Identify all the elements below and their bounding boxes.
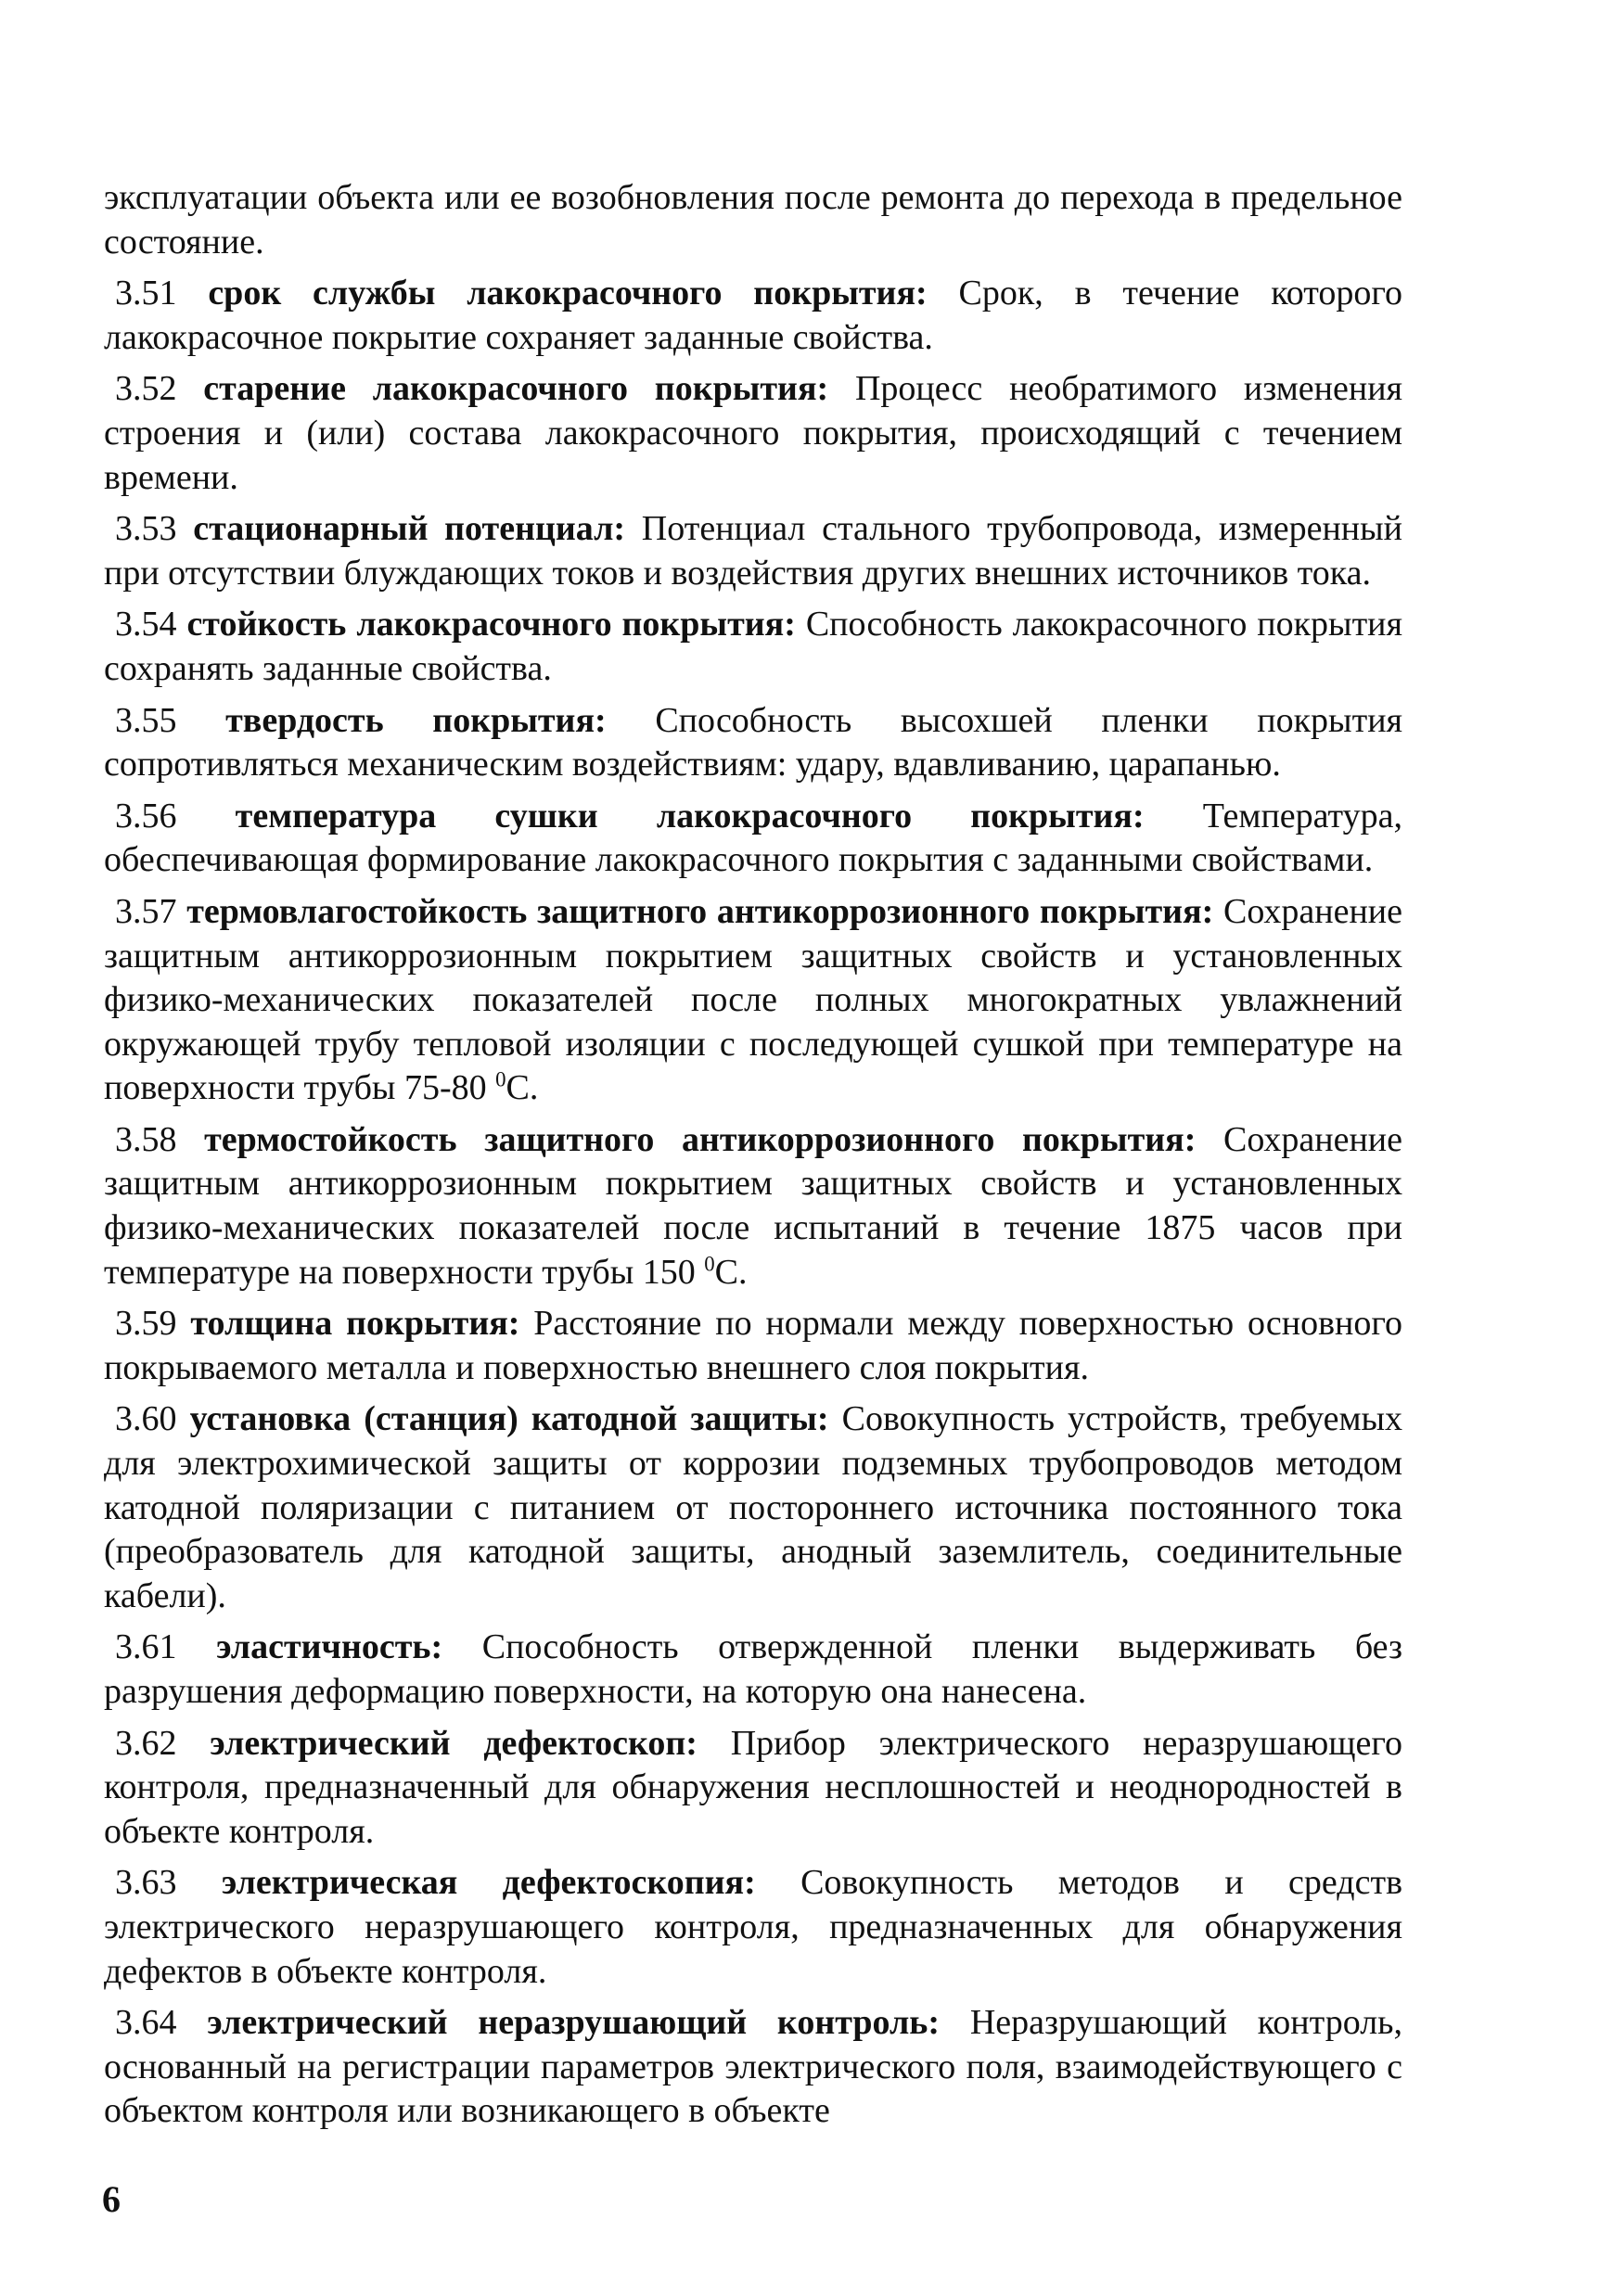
term-name: срок службы лакокрасочного покрытия:: [208, 274, 928, 313]
term-definition: Температура, обеспечивающая формирование лакокрасочного покрытия с заданными свойствами.: [104, 796, 1402, 880]
term-3-64: [104, 2001, 1402, 2134]
term-number: 3.52: [115, 369, 177, 409]
term-3-54: [104, 603, 1402, 691]
term-definition: Расстояние по нормали между поверхностью основного покрываемого металла и поверхностью внешнего слоя покрытия.: [104, 1304, 1403, 1387]
term-definition: Неразрушающий контроль, основанный на регистрации параметров электрического поля, взаимодействующего с объектом контроля или возникающего в объекте: [104, 2003, 1403, 2131]
term-definition: Сохранение защитным антикоррозионным покрытием защитных свойств и установленных физико-механических показателей после полных многократных увлажнений окружающей трубу тепловой изоляции с последующей сушкой при температуре на поверхности трубы 75-80: [104, 891, 1403, 1108]
term-3-58: [104, 1118, 1402, 1295]
term-definition: Потенциал стального трубопровода, измеренный при отсутствии блуждающих токов и воздействия других внешних источников тока.: [104, 509, 1403, 593]
term-definition: Прибор электрического неразрушающего контроля, предназначенный для обнаружения несплошностей и неоднородностей в объекте контроля.: [104, 1723, 1403, 1851]
term-number: 3.58: [115, 1119, 177, 1159]
term-number: 3.56: [115, 796, 177, 835]
term-definition: Срок, в течение которого лакокрасочное покрытие сохраняет заданные свойства.: [104, 274, 1402, 357]
term-3-59: [104, 1302, 1402, 1390]
term-number: 3.54: [115, 605, 177, 644]
intro-continuation: эксплуатации объекта или ее возобновления после ремонта до перехода в предельное состояние.: [104, 178, 1402, 261]
term-name: старение лакокрасочного покрытия:: [203, 369, 829, 409]
term-name: стойкость лакокрасочного покрытия:: [186, 605, 796, 644]
term-definition: Способность лакокрасочного покрытия сохранять заданные свойства.: [104, 605, 1402, 688]
term-name: электрическая дефектоскопия:: [221, 1863, 756, 1903]
term-definition: Совокупность методов и средств электрического неразрушающего контроля, предназначенных для обнаружения дефектов в объекте контроля.: [104, 1863, 1403, 1991]
term-definition: Совокупность устройств, требуемых для электрохимической защиты от коррозии подземных трубопроводов методом катодной поляризации с питанием от постороннего источника постоянного тока (преобразователь для катодной защиты, анодный заземлитель, соединительные кабели).: [104, 1399, 1403, 1615]
term-3-57: [104, 890, 1402, 1111]
term-name: электрический неразрушающий контроль:: [207, 2003, 941, 2043]
term-definition: Способность отвержденной пленки выдерживать без разрушения деформацию поверхности, на которую она нанесена.: [104, 1627, 1403, 1711]
term-number: 3.51: [115, 274, 177, 313]
term-definition: Способность высохшей пленки покрытия сопротивляться механическим воздействиям: удару, вдавливанию, царапанью.: [104, 700, 1403, 784]
term-3-53: [104, 507, 1402, 595]
degree-superscript: 0: [495, 1067, 506, 1091]
term-name: твердость покрытия:: [225, 700, 607, 740]
degree-superscript: 0: [704, 1252, 715, 1275]
term-number: 3.64: [115, 2003, 177, 2043]
term-name: термовлагостойкость защитного антикоррозионного покрытия:: [186, 891, 1214, 931]
page-body: [104, 176, 1402, 2141]
page-number: 6: [102, 2178, 121, 2220]
term-definition: Процесс необратимого изменения строения и (или) состава лакокрасочного покрытия, происходящий с течением времени.: [104, 369, 1403, 497]
term-name: толщина покрытия:: [190, 1304, 520, 1344]
term-number: 3.61: [115, 1627, 177, 1667]
term-number: 3.59: [115, 1304, 177, 1344]
term-number: 3.62: [115, 1723, 177, 1763]
term-3-63: [104, 1861, 1402, 1994]
term-name: стационарный потенциал:: [193, 509, 626, 549]
term-number: 3.53: [115, 509, 177, 549]
term-3-61: [104, 1626, 1402, 1714]
term-number: 3.57: [115, 891, 177, 931]
term-number: 3.63: [115, 1863, 177, 1903]
term-name: эластичность:: [216, 1627, 443, 1667]
term-3-56: [104, 795, 1402, 883]
term-definition-tail: С.: [506, 1068, 539, 1108]
term-number: 3.55: [115, 700, 177, 740]
term-3-60: [104, 1397, 1402, 1618]
term-3-52: [104, 367, 1402, 500]
term-number: 3.60: [115, 1399, 177, 1439]
term-name: установка (станция) катодной защиты:: [189, 1399, 829, 1439]
term-3-51: [104, 272, 1402, 360]
term-definition: Сохранение защитным антикоррозионным покрытием защитных свойств и установленных физико-механических показателей после испытаний в течение 1875 часов при температуре на поверхности трубы 150: [104, 1119, 1402, 1292]
term-name: термостойкость защитного антикоррозионного покрытия:: [204, 1119, 1197, 1159]
term-name: температура сушки лакокрасочного покрытия:: [235, 796, 1145, 835]
term-3-62: [104, 1722, 1402, 1855]
term-3-55: [104, 699, 1402, 787]
term-definition-tail: С.: [714, 1252, 748, 1292]
term-name: электрический дефектоскоп:: [210, 1723, 698, 1763]
